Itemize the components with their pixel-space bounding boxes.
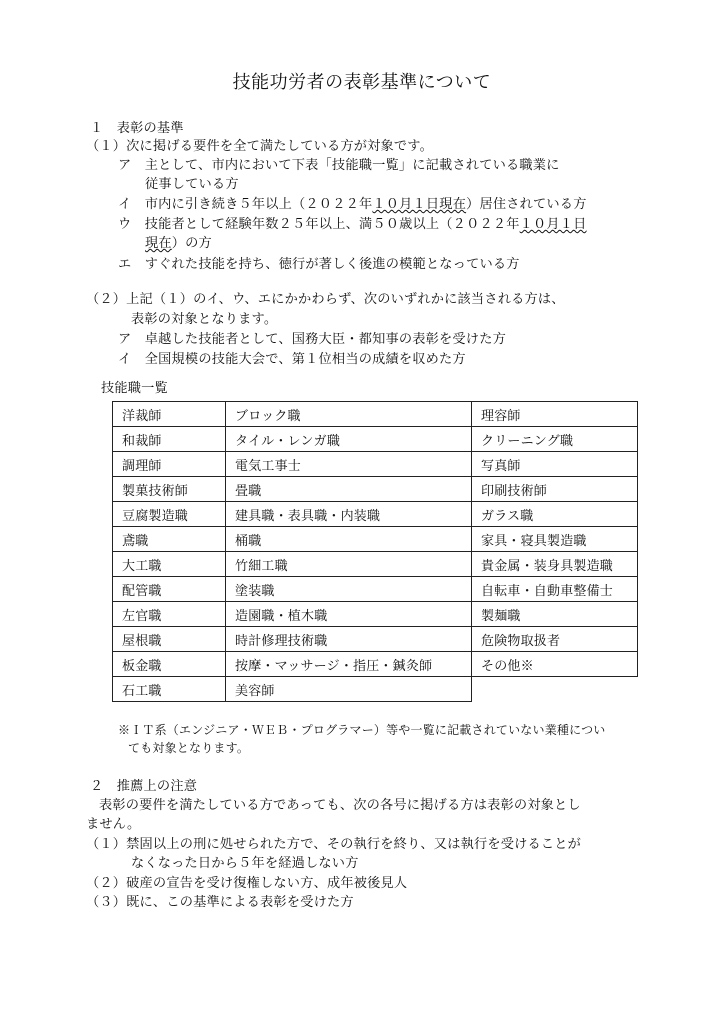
occupation-table-body bbox=[113, 402, 638, 702]
table-cell: 調理師 bbox=[113, 452, 226, 477]
section1-item2-a: ア 卓越した技能者として、国務大臣・都知事の表彰を受けた方 bbox=[118, 332, 506, 347]
underlined-date: １０月１日現在 bbox=[372, 197, 467, 212]
table-cell: 造園職・植木職 bbox=[226, 602, 472, 627]
table-row bbox=[113, 527, 638, 552]
table-cell: 塗装職 bbox=[226, 577, 472, 602]
table-cell: ブロック職 bbox=[226, 402, 472, 427]
table-cell: その他※ bbox=[472, 652, 638, 677]
table-cell: 桶職 bbox=[226, 527, 472, 552]
section1-item1-e: エ すぐれた技能を持ち、徳行が著しく後進の模範となっている方 bbox=[118, 257, 520, 272]
section2-item1-line2: なくなった日から５年を経過しない方 bbox=[131, 856, 359, 871]
table-cell: 洋裁師 bbox=[113, 402, 226, 427]
section1-item1-u-line1 bbox=[118, 216, 587, 234]
page-title: 技能功労者の表彰基準について bbox=[232, 72, 492, 93]
table-row bbox=[113, 452, 638, 477]
table-cell: 危険物取扱者 bbox=[472, 627, 638, 652]
table-row bbox=[113, 477, 638, 502]
table-cell: 建具職・表具職・内装職 bbox=[226, 502, 472, 527]
section2-item1-line1: （１）禁固以上の刑に処せられた方で、その執行を終り、又は執行を受けることが bbox=[86, 837, 582, 852]
table-cell bbox=[472, 677, 638, 702]
table-cell: 畳職 bbox=[226, 477, 472, 502]
table-cell: 屋根職 bbox=[113, 627, 226, 652]
table-row bbox=[113, 627, 638, 652]
text-segment: イ 市内に引き続き５年以上（２０２２年 bbox=[118, 197, 373, 212]
table-cell: 製麺職 bbox=[472, 602, 638, 627]
table-cell: 貴金属・装身具製造職 bbox=[472, 552, 638, 577]
table-row bbox=[113, 652, 638, 677]
table-cell: 左官職 bbox=[113, 602, 226, 627]
table-cell: 按摩・マッサージ・指圧・鍼灸師 bbox=[226, 652, 472, 677]
section1-item1: （１）次に掲げる要件を全て満たしている方が対象です。 bbox=[86, 139, 434, 154]
section1-item2-line2: 表彰の対象となります。 bbox=[131, 312, 278, 327]
table-cell: 鳶職 bbox=[113, 527, 226, 552]
table-cell: 家具・寝具製造職 bbox=[472, 527, 638, 552]
table-caption: 技能職一覧 bbox=[101, 381, 168, 396]
text-segment: ウ 技能者として経験年数２５年以上、満５０歳以上（２０２２年 bbox=[118, 217, 520, 232]
table-cell: 配管職 bbox=[113, 577, 226, 602]
table-row bbox=[113, 402, 638, 427]
table-row bbox=[113, 577, 638, 602]
section2-item2: （２）破産の宣告を受け復権しない方、成年被後見人 bbox=[86, 876, 408, 891]
table-cell: 美容師 bbox=[226, 677, 472, 702]
table-cell: クリーニング職 bbox=[472, 427, 638, 452]
section2-item3: （３）既に、この基準による表彰を受けた方 bbox=[86, 895, 354, 910]
table-cell: 大工職 bbox=[113, 552, 226, 577]
table-cell: 写真師 bbox=[472, 452, 638, 477]
section2-intro-line1: 表彰の要件を満たしている方であっても、次の各号に掲げる方は表彰の対象とし bbox=[99, 798, 581, 813]
table-cell: 石工職 bbox=[113, 677, 226, 702]
table-cell: 和裁師 bbox=[113, 427, 226, 452]
table-cell: 印刷技術師 bbox=[472, 477, 638, 502]
section1-item1-a-line1: ア 主として、市内において下表「技能職一覧」に記載されている職業に bbox=[118, 158, 560, 173]
table-note-line1: ※ＩＴ系（エンジニア・ＷＥＢ・プログラマー）等や一覧に記載されていない業種につい bbox=[118, 723, 606, 737]
section2-heading: ２ 推薦上の注意 bbox=[90, 779, 198, 794]
table-cell: 電気工事士 bbox=[226, 452, 472, 477]
table-cell: 板金職 bbox=[113, 652, 226, 677]
underlined-date: 現在 bbox=[145, 236, 172, 251]
table-row bbox=[113, 427, 638, 452]
table-cell: 理容師 bbox=[472, 402, 638, 427]
section1-item2-i: イ 全国規模の技能大会で、第１位相当の成績を収めた方 bbox=[118, 352, 466, 367]
underlined-date: １０月１日 bbox=[519, 217, 587, 232]
table-cell: 時計修理技術職 bbox=[226, 627, 472, 652]
table-row bbox=[113, 552, 638, 577]
section1-item1-a-line2: 従事している方 bbox=[145, 177, 239, 192]
text-segment: ）の方 bbox=[171, 236, 212, 251]
table-note-line2: ても対象となります。 bbox=[128, 741, 250, 755]
table-cell: 竹細工職 bbox=[226, 552, 472, 577]
section1-item2-line1: （２）上記（１）のイ、ウ、エにかかわらず、次のいずれかに該当される方は、 bbox=[86, 292, 565, 307]
table-cell: 自転車・自動車整備士 bbox=[472, 577, 638, 602]
table-row bbox=[113, 502, 638, 527]
section1-item1-i bbox=[118, 196, 587, 214]
table-cell: ガラス職 bbox=[472, 502, 638, 527]
section2-intro-line2: ません。 bbox=[86, 817, 141, 832]
table-cell: タイル・レンガ職 bbox=[226, 427, 472, 452]
table-cell: 製菓技術師 bbox=[113, 477, 226, 502]
text-segment: ）居住されている方 bbox=[466, 197, 587, 212]
section1-item1-u-line2 bbox=[145, 235, 212, 253]
section1-heading: １ 表彰の基準 bbox=[90, 121, 184, 136]
table-cell: 豆腐製造職 bbox=[113, 502, 226, 527]
occupation-table bbox=[112, 401, 638, 702]
table-row bbox=[113, 602, 638, 627]
table-row bbox=[113, 677, 638, 702]
